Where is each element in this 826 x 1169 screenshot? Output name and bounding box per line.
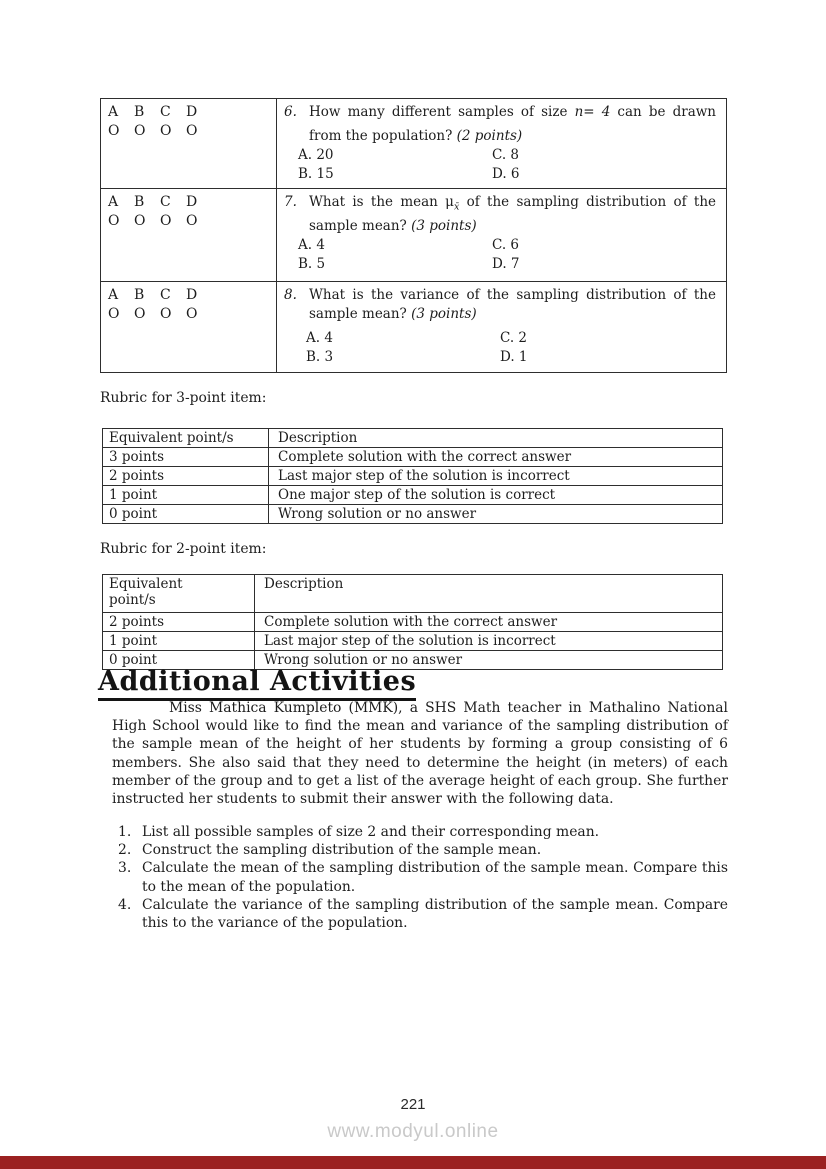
rubric-header-row <box>103 575 723 613</box>
answer-bubble-q7-d[interactable]: O <box>186 213 198 229</box>
activity-text: List all possible samples of size 2 and their corresponding mean. <box>142 824 600 840</box>
option-q7-b: B. 5 <box>298 255 326 272</box>
option-q6-b: B. 15 <box>298 165 334 182</box>
choice-letters <box>108 193 276 212</box>
choice-letter-d: D <box>186 287 198 303</box>
rubric-points: 2 points <box>103 613 255 632</box>
rubric-description: Last major step of the solution is incorrect <box>269 467 723 486</box>
choice-letter-d: D <box>186 104 198 120</box>
rubric-header-points: Equivalent point/s <box>103 429 269 448</box>
answer-bubble-q6-d[interactable]: O <box>186 123 198 139</box>
choice-letter-a: A <box>108 287 119 303</box>
activity-item-2 <box>112 841 728 859</box>
rubric-points: 1 point <box>103 486 269 505</box>
rubric-row <box>103 467 723 486</box>
option-q6-c: C. 8 <box>492 146 520 163</box>
option-q6-d: D. 6 <box>492 165 520 182</box>
option-q7-c: C. 6 <box>492 236 520 253</box>
intro-paragraph: Miss Mathica Kumpleto (MMK), a SHS Math teacher in Mathalino National High School would like to find the mean and variance of the sampling distribution of the sample mean of the height of her students by forming a group consisting of 6 members. She also said that they need to determine the height (in meters) of each member of the group and to get a list of the average height of each group. She further instructed her students to submit their answer with the following data. <box>112 700 728 808</box>
rubric-header-description: Description <box>269 429 723 448</box>
choice-letters <box>108 103 276 122</box>
rubric-points: 0 point <box>103 651 255 670</box>
question-7-cell <box>277 189 726 281</box>
answer-bubbles-q8 <box>101 282 277 372</box>
question-7-number: 7. <box>284 194 297 210</box>
bubble-row <box>108 122 276 141</box>
rubric-header-points <box>103 575 255 613</box>
activity-text: Calculate the variance of the sampling distribution of the sample mean. Compare this to the variance of the population. <box>142 896 728 932</box>
choice-letter-d: D <box>186 194 198 210</box>
option-q7-a: A. 4 <box>298 236 325 253</box>
rubric-points: 0 point <box>103 505 269 524</box>
choice-letter-c: C <box>160 194 171 210</box>
activity-number: 2. <box>118 842 132 859</box>
choice-letter-a: A <box>108 104 119 120</box>
rubric-header-row <box>103 429 723 448</box>
activity-item-4 <box>112 896 728 932</box>
rubric-header-points-line2: point/s <box>109 592 156 608</box>
rubric-header-points-line1: Equivalent <box>109 576 183 592</box>
page-number: 221 <box>400 1096 426 1113</box>
bubble-row <box>108 305 276 324</box>
activity-item-1 <box>112 823 728 841</box>
rubric-description: One major step of the solution is correct <box>269 486 723 505</box>
question-6-options <box>298 146 716 184</box>
answer-bubble-q7-a[interactable]: O <box>108 213 120 229</box>
rubric-row <box>103 486 723 505</box>
answer-bubble-q6-a[interactable]: O <box>108 123 120 139</box>
option-q7-d: D. 7 <box>492 255 520 272</box>
choice-letter-b: B <box>134 194 145 210</box>
activity-list <box>112 823 728 932</box>
answer-bubble-q8-b[interactable]: O <box>134 306 146 322</box>
activity-number: 3. <box>118 860 132 877</box>
option-q8-d: D. 1 <box>500 348 528 365</box>
activity-number: 1. <box>118 824 132 840</box>
activity-number: 4. <box>118 896 132 913</box>
question-7-row <box>101 189 726 282</box>
choice-letter-a: A <box>108 194 119 210</box>
question-6-number: 6. <box>284 104 297 120</box>
watermark: www.modyul.online <box>327 1121 499 1142</box>
choice-letter-c: C <box>160 287 171 303</box>
activity-text: Calculate the mean of the sampling distribution of the sample mean. Compare this to the mean of the population. <box>142 860 728 895</box>
option-q6-a: A. 20 <box>298 146 334 163</box>
choice-letter-b: B <box>134 287 145 303</box>
rubric-row <box>103 632 723 651</box>
bubble-row <box>108 212 276 231</box>
rubric-description: Last major step of the solution is incorrect <box>255 632 723 651</box>
activity-text: Construct the sampling distribution of the sample mean. <box>142 842 542 859</box>
rubric-row <box>103 448 723 467</box>
choice-letter-c: C <box>160 104 171 120</box>
question-8-text: What is the variance of the sampling distribution of the sample mean? (3 points) <box>309 287 716 322</box>
question-6-row <box>101 99 726 189</box>
rubric-points: 1 point <box>103 632 255 651</box>
question-7-text: What is the mean $\mu_{x̄}$ of the sampling distribution of the sample mean? (3 points) <box>309 194 717 234</box>
activity-item-3 <box>112 859 728 895</box>
answer-bubble-q6-b[interactable]: O <box>134 123 146 139</box>
answer-bubble-q6-c[interactable]: O <box>160 123 172 139</box>
answer-bubble-q8-c[interactable]: O <box>160 306 172 322</box>
answer-bubbles-q6 <box>101 99 277 188</box>
rubric-row <box>103 505 723 524</box>
rubric-3-point-table <box>102 428 723 524</box>
rubric-header-description: Description <box>255 575 723 613</box>
question-6-text: How many different samples of size n= 4 can be drawn from the population? (2 points) <box>309 104 717 144</box>
multiple-choice-table <box>100 98 727 373</box>
rubric-2-point-label: Rubric for 2-point item: <box>100 541 267 557</box>
answer-bubble-q7-c[interactable]: O <box>160 213 172 229</box>
additional-activities-heading: Additional Activities <box>98 666 416 701</box>
rubric-2-point-table <box>102 574 723 670</box>
question-8-cell <box>277 282 726 372</box>
rubric-description: Complete solution with the correct answer <box>255 613 723 632</box>
question-8-row <box>101 282 726 372</box>
option-q8-a: A. 4 <box>306 329 333 346</box>
choice-letters <box>108 286 276 305</box>
option-q8-c: C. 2 <box>500 329 528 346</box>
question-6-cell <box>277 99 726 188</box>
rubric-description: Wrong solution or no answer <box>269 505 723 524</box>
question-7-options <box>298 236 716 274</box>
answer-bubble-q8-d[interactable]: O <box>186 306 198 322</box>
footer-bar <box>0 1156 826 1169</box>
rubric-points: 2 points <box>103 467 269 486</box>
question-8-options <box>306 329 716 367</box>
answer-bubbles-q7 <box>101 189 277 281</box>
answer-bubble-q8-a[interactable]: O <box>108 306 120 322</box>
rubric-description: Wrong solution or no answer <box>255 651 723 670</box>
rubric-points: 3 points <box>103 448 269 467</box>
choice-letter-b: B <box>134 104 145 120</box>
rubric-row <box>103 613 723 632</box>
option-q8-b: B. 3 <box>306 348 334 365</box>
answer-bubble-q7-b[interactable]: O <box>134 213 146 229</box>
rubric-description: Complete solution with the correct answer <box>269 448 723 467</box>
question-8-number: 8. <box>284 287 297 303</box>
rubric-3-point-label: Rubric for 3-point item: <box>100 390 267 406</box>
